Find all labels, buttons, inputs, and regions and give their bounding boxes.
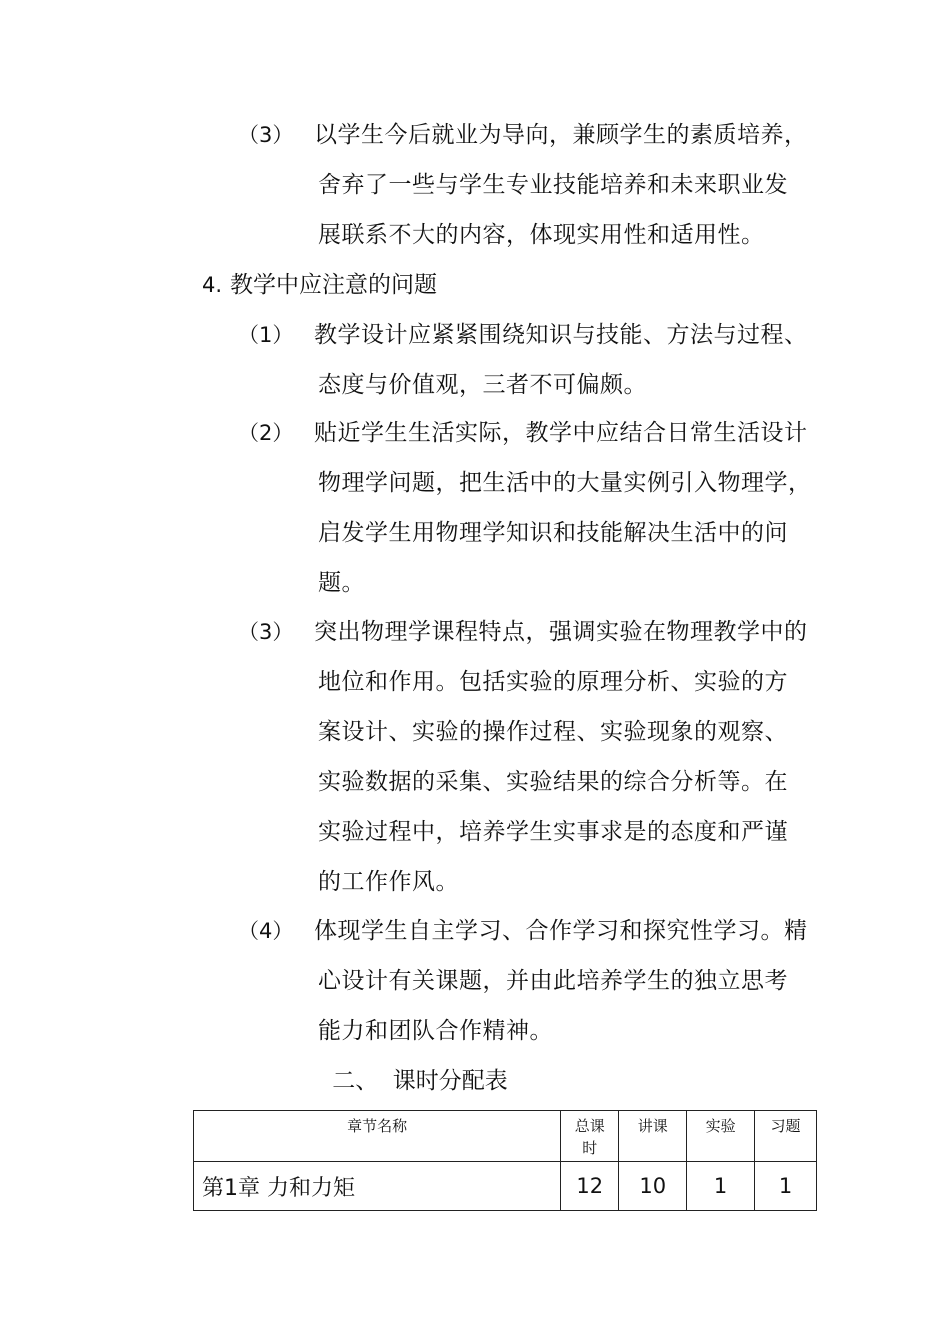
text-line: 突出物理学课程特点，强调实验在物理教学中的 bbox=[314, 619, 808, 645]
item-number: （3） bbox=[238, 620, 294, 644]
table-header-row bbox=[194, 1111, 817, 1162]
header-lecture: 讲课 bbox=[619, 1111, 687, 1162]
text-line: 地位和作用。包括实验的原理分析、实验的方 bbox=[318, 669, 788, 695]
header-total-hours: 总课时 bbox=[561, 1111, 619, 1162]
cell-lecture: 10 bbox=[619, 1162, 687, 1211]
header-lab: 实验 bbox=[687, 1111, 755, 1162]
text-line: 能力和团队合作精神。 bbox=[318, 1018, 553, 1044]
item-number: （2） bbox=[238, 421, 294, 445]
text-line: 案设计、实验的操作过程、实验现象的观察、 bbox=[318, 719, 788, 745]
item-number: （1） bbox=[238, 323, 294, 347]
item-number: （3） bbox=[238, 123, 294, 147]
item-text bbox=[314, 408, 814, 608]
item-text bbox=[314, 607, 814, 907]
hours-allocation-table bbox=[193, 1110, 817, 1211]
text-line: 教学设计应紧紧围绕知识与技能、方法与过程、 bbox=[314, 322, 808, 348]
text-line: 题。 bbox=[318, 570, 365, 596]
text-line: 体现学生自主学习、合作学习和探究性学习。精 bbox=[314, 918, 808, 944]
item-number: （4） bbox=[238, 919, 294, 943]
table-row bbox=[194, 1162, 817, 1211]
header-chapter-name: 章节名称 bbox=[194, 1111, 561, 1162]
item-text bbox=[314, 110, 814, 260]
item-text bbox=[314, 906, 814, 1056]
section-title-text: 二、 课时分配表 bbox=[332, 1068, 508, 1094]
item-text bbox=[314, 310, 814, 410]
text-line: 实验数据的采集、实验结果的综合分析等。在 bbox=[318, 769, 788, 795]
section-title bbox=[0, 1058, 950, 1104]
section-heading-4 bbox=[202, 260, 437, 310]
text-line: 贴近学生生活实际，教学中应结合日常生活设计 bbox=[314, 420, 808, 446]
text-line: 舍弃了一些与学生专业技能培养和未来职业发 bbox=[318, 172, 788, 198]
text-line: 态度与价值观，三者不可偏颇。 bbox=[318, 372, 647, 398]
cell-lab: 1 bbox=[687, 1162, 755, 1211]
heading-text: 教学中应注意的问题 bbox=[230, 272, 438, 298]
cell-exercise: 1 bbox=[755, 1162, 817, 1211]
heading-number: 4. bbox=[202, 273, 223, 297]
text-line: 实验过程中，培养学生实事求是的态度和严谨 bbox=[318, 819, 788, 845]
header-exercise: 习题 bbox=[755, 1111, 817, 1162]
text-line: 心设计有关课题，并由此培养学生的独立思考 bbox=[318, 968, 788, 994]
text-line: 物理学问题，把生活中的大量实例引入物理学， bbox=[318, 470, 812, 496]
cell-chapter-name: 第1章 力和力矩 bbox=[194, 1162, 561, 1211]
cell-total-hours: 12 bbox=[561, 1162, 619, 1211]
text-line: 启发学生用物理学知识和技能解决生活中的问 bbox=[318, 520, 788, 546]
text-line: 展联系不大的内容，体现实用性和适用性。 bbox=[318, 222, 765, 248]
text-line: 以学生今后就业为导向，兼顾学生的素质培养， bbox=[314, 122, 808, 148]
text-line: 的工作作风。 bbox=[318, 869, 459, 895]
